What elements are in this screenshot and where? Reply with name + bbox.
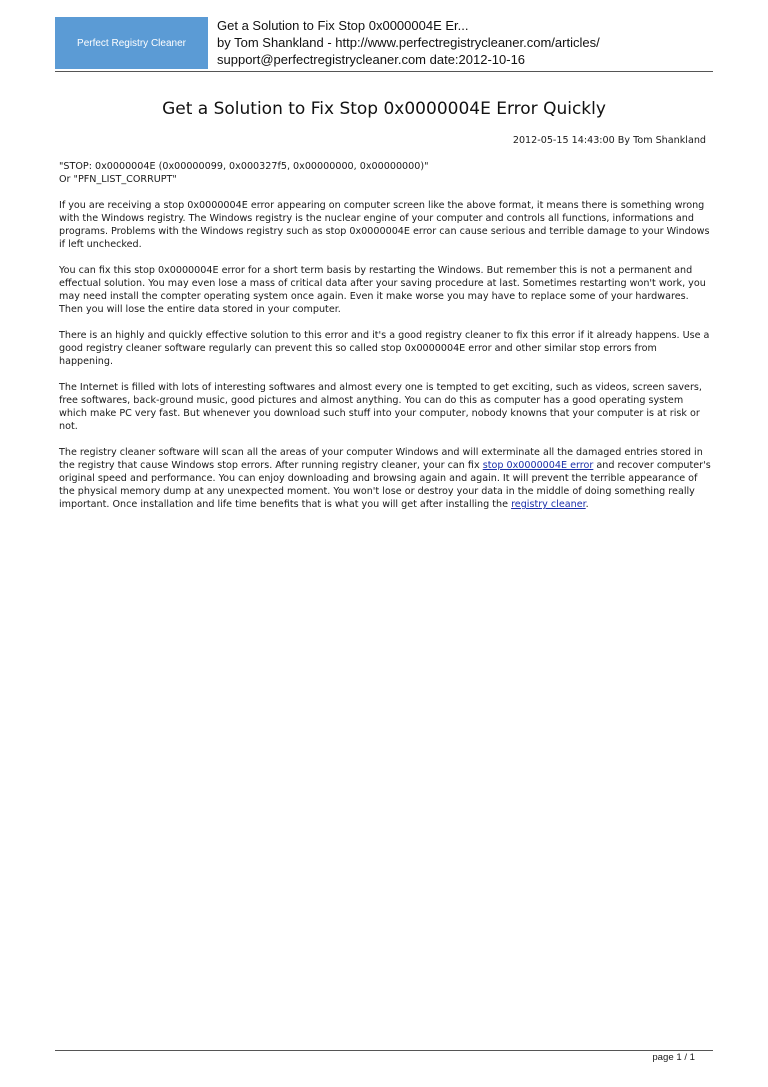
site-logo	[55, 17, 208, 69]
article-body	[59, 160, 711, 524]
paragraph-text: The registry cleaner software will scan all the areas of your computer Windows and will exterminate all the damaged entries stored in the registry that cause Windows stop errors. After running registry cleaner, your can fix	[59, 447, 703, 471]
paragraph: If you are receiving a stop 0x0000004E error appearing on computer screen like the above format, it means there is something wrong with the Windows registry. The Windows registry is the nuclear engine of your computer and controls all functions, informations and programs. Problems with the Windows registry such as stop 0x0000004E error can cause serious and terrible damage to your Windows if left unchecked.	[59, 200, 710, 250]
article-meta: 2012-05-15 14:43:00 By Tom Shankland	[512, 135, 706, 146]
paragraph: You can fix this stop 0x0000004E error for a short term basis by restarting the Windows. But remember this is not a permanent and effectual solution. You may even lose a mass of critical data after your saving procedure at last. Sometimes restarting won't work, you may need install the compter operating system once again. Even it make worse you may have to replace some of your hardwares. Then you will lose the entire data stored in your computer.	[59, 265, 706, 315]
header-title: Get a Solution to Fix Stop 0x0000004E Er...	[217, 18, 469, 33]
footer-divider	[55, 1050, 713, 1051]
article-title: Get a Solution to Fix Stop 0x0000004E Error Quickly	[162, 99, 606, 119]
header-byline: by Tom Shankland - http://www.perfectregistrycleaner.com/articles/	[217, 35, 600, 50]
paragraph-with-links	[59, 446, 711, 511]
stop-code-line: "STOP: 0x0000004E (0x00000099, 0x000327f5, 0x00000000, 0x00000000)"	[59, 161, 429, 172]
stop-code-block	[59, 160, 711, 186]
header-divider	[55, 71, 713, 72]
paragraph: There is an highly and quickly effective solution to this error and it's a good registry cleaner to fix this error if it already happens. Use a good registry cleaner software regularly can prevent this so called stop 0x0000004E error and other similar stop errors from happening.	[59, 330, 710, 367]
page-number: page 1 / 1	[652, 1052, 695, 1063]
stop-code-alt: Or "PFN_LIST_CORRUPT"	[59, 174, 177, 185]
paragraph-text: and recover computer's original speed and performance. You can enjoy downloading and browsing again and again. It will prevent the terrible appearance of the physical memory dump at any unexpected moment. You won't lose or destroy your data in the middle of doing something really important. Once installation and life time benefits that is what you will get after installing the	[59, 460, 711, 510]
paragraph: The Internet is filled with lots of interesting softwares and almost every one is tempted to get exciting, such as videos, screen savers, free softwares, back-ground music, good pictures and almost anything. You can do this as computer has a good operating system which make PC very fast. But whenever you download such stuff into your computer, nobody knowns that your computer is at risk or not.	[59, 382, 702, 432]
header-contact: support@perfectregistrycleaner.com date:2012-10-16	[217, 52, 526, 67]
stop-error-link[interactable]: stop 0x0000004E error	[482, 460, 594, 471]
logo-text: Perfect Registry Cleaner	[77, 37, 186, 49]
registry-cleaner-link[interactable]: registry cleaner	[511, 499, 586, 510]
paragraph-text: .	[585, 499, 589, 510]
document-header	[217, 17, 600, 68]
